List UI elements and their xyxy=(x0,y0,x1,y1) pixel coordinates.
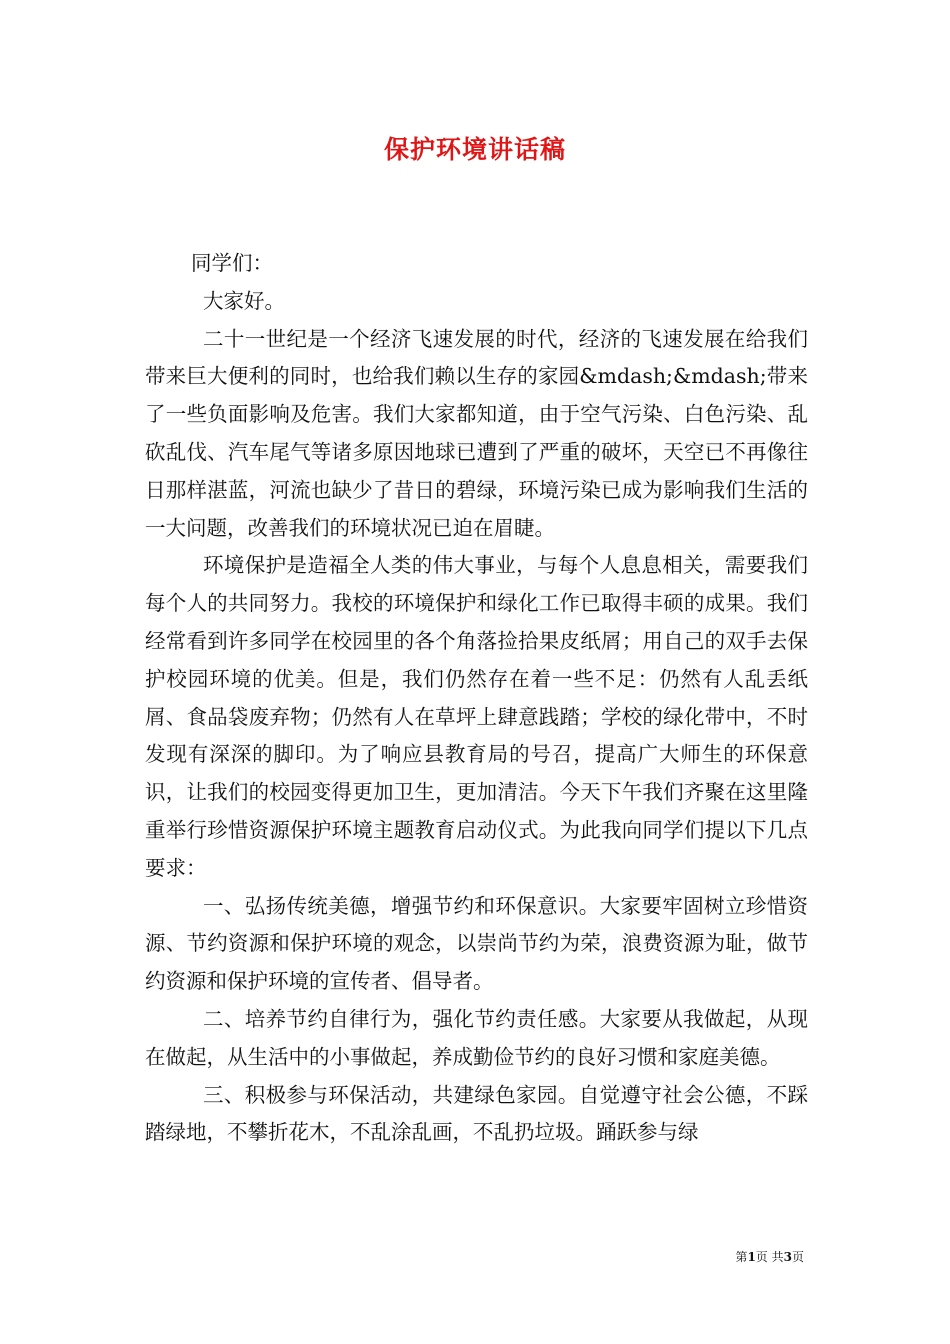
footer-suffix: 页 xyxy=(791,1250,804,1264)
paragraph-requirement-3: 三、积极参与环保活动，共建绿色家园。自觉遵守社会公德，不踩踏绿地，不攀折花木，不乱涂乱画，不乱扔垃圾。踊跃参与绿 xyxy=(145,1082,808,1145)
footer-current-page: 1 xyxy=(747,1250,756,1264)
salutation: 同学们： xyxy=(191,251,273,275)
page-footer xyxy=(735,1248,804,1265)
paragraph-greeting: 大家好。 xyxy=(203,288,285,313)
footer-total-pages: 3 xyxy=(783,1250,792,1264)
paragraph-school-environment: 环境保护是造福全人类的伟大事业，与每个人息息相关，需要我们每个人的共同努力。我校的环境保护和绿化工作已取得丰硕的成果。我们经常看到许多同学在校园里的各个角落捡拾果皮纸屑；用自己的双手去保护校园环境的优美。但是，我们仍然存在着一些不足：仍然有人乱丢纸屑、食品袋废弃物；仍然有人在草坪上肆意践踏；学校的绿化带中，不时发现有深深的脚印。为了响应县教育局的号召，提高广大师生的环保意识，让我们的校园变得更加卫生，更加清洁。今天下午我们齐聚在这里隆重举行珍惜资源保护环境主题教育启动仪式。为此我向同学们提以下几点要求： xyxy=(145,553,808,880)
paragraph-requirement-2: 二、培养节约自律行为，强化节约责任感。大家要从我做起，从现在做起，从生活中的小事做起，养成勤俭节约的良好习惯和家庭美德。 xyxy=(145,1006,808,1069)
footer-prefix: 第 xyxy=(735,1250,748,1264)
paragraph-pollution: 二十一世纪是一个经济飞速发展的时代，经济的飞速发展在给我们带来巨大便利的同时，也给我们赖以生存的家园&mdash;&mdash;带来了一些负面影响及危害。我们大家都知道，由于空气污染、白色污染、乱砍乱伐、汽车尾气等诸多原因地球已遭到了严重的破坏，天空已不再像往日那样湛蓝，河流也缺少了昔日的碧绿，环境污染已成为影响我们生活的一大问题，改善我们的环境状况已迫在眉睫。 xyxy=(145,326,808,540)
footer-middle: 页 共 xyxy=(755,1250,784,1264)
document-body xyxy=(145,245,808,1152)
paragraph-requirement-1: 一、弘扬传统美德，增强节约和环保意识。大家要牢固树立珍惜资源、节约资源和保护环境的观念，以崇尚节约为荣，浪费资源为耻，做节约资源和保护环境的宣传者、倡导者。 xyxy=(145,893,808,994)
document-title: 保护环境讲话稿 xyxy=(383,135,566,164)
